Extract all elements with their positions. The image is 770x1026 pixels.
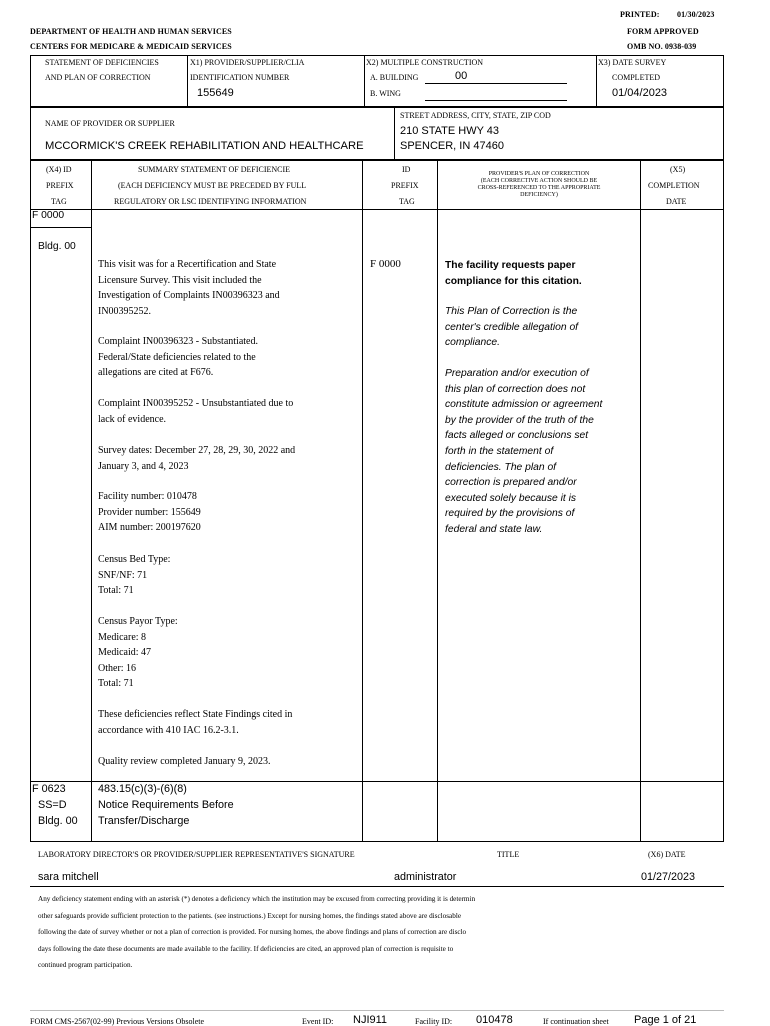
x1-label-2: IDENTIFICATION NUMBER: [190, 73, 290, 82]
title-label: TITLE: [497, 850, 520, 859]
tag-f0623: F 0623: [32, 783, 66, 795]
agency-line2: CENTERS FOR MEDICARE & MEDICAID SERVICES: [30, 42, 232, 51]
poc-bold-text: The facility requests paper compliance for this citation.: [445, 260, 582, 287]
provider-name-label: NAME OF PROVIDER OR SUPPLIER: [45, 119, 175, 128]
provider-name: MCCORMICK'S CREEK REHABILITATION AND HEALTHCARE: [45, 140, 364, 152]
x4-label-3: TAG: [51, 197, 67, 206]
x4-label-1: (X4) ID: [46, 165, 72, 174]
omb-number: OMB NO. 0938-039: [627, 42, 697, 51]
x5-label-3: DATE: [666, 197, 687, 206]
building-value: 00: [455, 70, 468, 82]
summary-para-8: These deficiencies reflect State Findings cited in accordance with 410 IAC 16.2-3.1.: [98, 709, 293, 736]
statement-label-1: STATEMENT OF DEFICIENCIES: [45, 58, 159, 67]
summary-para-1: This visit was for a Recertification and State Licensure Survey. This visit included the Investigation of Complaints IN00396323 and IN00395252.: [98, 259, 280, 317]
signature-name: sara mitchell: [38, 871, 99, 883]
id-label-3: TAG: [399, 197, 415, 206]
signature-date: 01/27/2023: [641, 871, 696, 883]
signature-label: LABORATORY DIRECTOR'S OR PROVIDER/SUPPLIER REPRESENTATIVE'S SIGNATURE: [38, 850, 355, 859]
poc-preparation-text: Preparation and/or execution of this plan of correction does not constitute admission or agreement by the provider of the truth of the facts alleged or conclusions set forth in the statement of deficiencies. The plan of correction is prepared and/or executed solely because it is required by the provisions of federal and state law.: [445, 368, 603, 535]
address-label: STREET ADDRESS, CITY, STATE, ZIP COD: [400, 111, 551, 120]
summary-para-6: Census Bed Type: SNF/NF: 71 Total: 71: [98, 554, 171, 597]
x4-label-2: PREFIX: [46, 181, 74, 190]
summary-para-9: Quality review completed January 9, 2023.: [98, 756, 271, 767]
poc-header: PROVIDER'S PLAN OF CORRECTION (EACH CORRECTIVE ACTION SHOULD BE CROSS-REFERENCED TO THE APPROPRIATE DEFICIENCY): [477, 171, 601, 198]
disclaimer: Any deficiency statement ending with an asterisk (*) denotes a deficiency which the institution may be excused from correcting providing it is determin other safeguards provide sufficient protection to the patients. (see instructions.) Except for nursing homes, the findings stated above are disclosable following the date of survey whether or not a plan of correction is provided. For nursing homes, the above findings and plans of correction are disclo days following the date these documents are made available to the facility. If deficiencies are cited, an approved plan of correction is requisite to continued program participation.: [38, 895, 476, 969]
provider-id-value: 155649: [197, 87, 234, 99]
building-label: A. BUILDING: [370, 73, 419, 82]
regulation-title-1: Notice Requirements Before: [98, 799, 234, 811]
survey-date-value: 01/04/2023: [612, 87, 668, 99]
summary-para-5: Facility number: 010478 Provider number: 155649 AIM number: 200197620: [98, 491, 201, 534]
id-label-1: ID: [402, 165, 411, 174]
regulation-title-2: Transfer/Discharge: [98, 815, 190, 827]
x3-label-2: COMPLETED: [612, 73, 660, 82]
date-label: (X6) DATE: [648, 850, 686, 859]
summary-label-3: REGULATORY OR LSC IDENTIFYING INFORMATION: [114, 197, 307, 206]
scope-severity: SS=D: [38, 799, 67, 811]
summary-para-3: Complaint IN00395252 - Unsubstantiated due to lack of evidence.: [98, 398, 294, 425]
x2-label: X2) MULTIPLE CONSTRUCTION: [366, 58, 484, 67]
x5-label-2: COMPLETION: [648, 181, 700, 190]
continuation-label: If continuation sheet: [543, 1017, 609, 1026]
page-number: Page 1 of 21: [634, 1014, 697, 1026]
x3-label-1: X3) DATE SURVEY: [598, 58, 667, 67]
summary-label-1: SUMMARY STATEMENT OF DEFICIENCIE: [138, 165, 291, 174]
bldg-00-second: Bldg. 00: [38, 815, 78, 827]
x5-label-1: (X5): [670, 165, 686, 174]
agency-line1: DEPARTMENT OF HEALTH AND HUMAN SERVICES: [30, 27, 232, 36]
facility-id-value: 010478: [476, 1014, 513, 1026]
printed-label: PRINTED:: [620, 10, 660, 19]
signature-title: administrator: [394, 871, 457, 883]
facility-id-label: Facility ID:: [415, 1017, 453, 1026]
tag-f0000: F 0000: [32, 210, 65, 221]
address-line2: SPENCER, IN 47460: [400, 140, 504, 152]
address-line1: 210 STATE HWY 43: [400, 125, 500, 137]
poc-credible-allegation: This Plan of Correction is the center's credible allegation of compliance.: [445, 306, 579, 349]
x1-label-1: X1) PROVIDER/SUPPLIER/CLIA: [190, 58, 305, 67]
footer-form-id: FORM CMS-2567(02-99) Previous Versions Obsolete: [30, 1017, 205, 1026]
id-tag-f0000: F 0000: [370, 258, 401, 270]
printed-date: 01/30/2023: [677, 10, 715, 19]
form-approved: FORM APPROVED: [627, 27, 699, 36]
summary-para-7: Census Payor Type: Medicare: 8 Medicaid: 47 Other: 16 Total: 71: [98, 616, 178, 690]
event-id-value: NJI911: [353, 1014, 388, 1026]
bldg-00: Bldg. 00: [38, 241, 76, 252]
summary-label-2: (EACH DEFICIENCY MUST BE PRECEDED BY FULL: [118, 181, 307, 190]
wing-label: B. WING: [370, 89, 401, 98]
id-label-2: PREFIX: [391, 181, 419, 190]
regulation-number: 483.15(c)(3)-(6)(8): [98, 783, 187, 795]
statement-label-2: AND PLAN OF CORRECTION: [45, 73, 151, 82]
provider-box: [30, 107, 724, 160]
event-id-label: Event ID:: [302, 1017, 334, 1026]
summary-para-4: Survey dates: December 27, 28, 29, 30, 2022 and January 3, and 4, 2023: [98, 445, 296, 472]
summary-para-2: Complaint IN00396323 - Substantiated. Federal/State deficiencies related to the allegations are cited at F676.: [98, 336, 258, 379]
